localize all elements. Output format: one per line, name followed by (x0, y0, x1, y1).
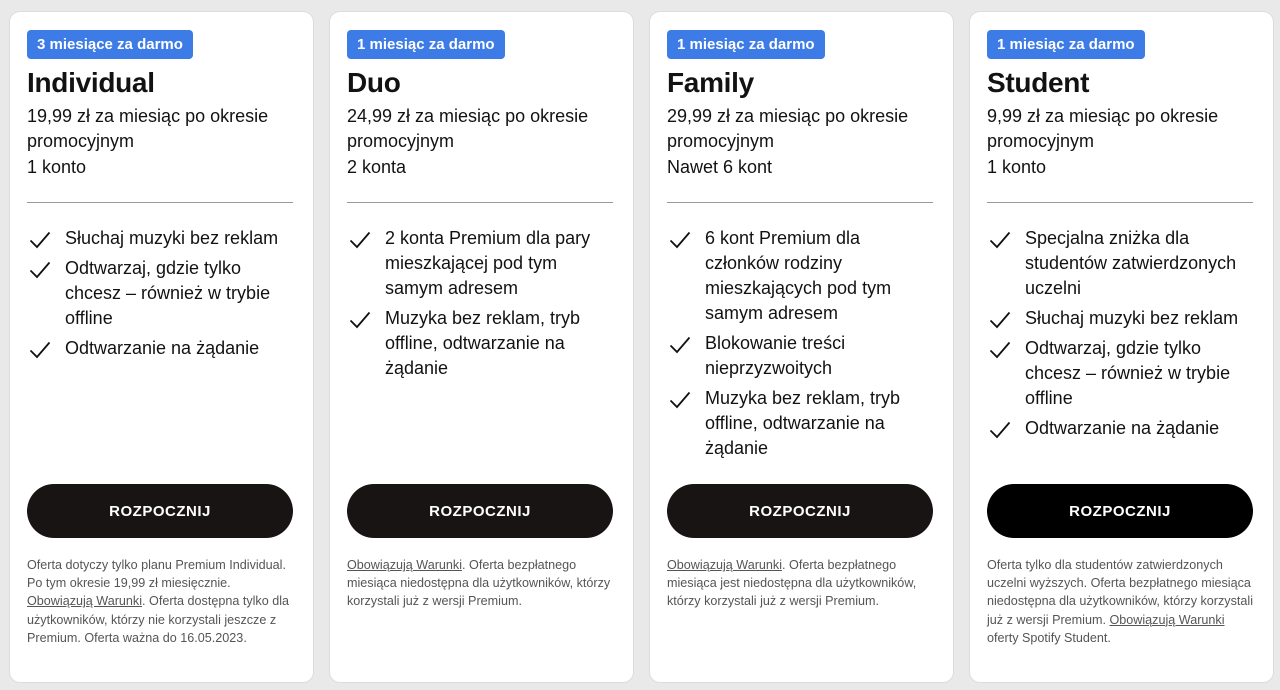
feature-item (987, 336, 1257, 411)
checkmark-icon (29, 230, 51, 250)
feature-text: Muzyka bez reklam, tryb offline, odtwarzanie na żądanie (385, 308, 581, 378)
feature-text: Specjalna zniżka dla studentów zatwierdzonych uczelni (1025, 228, 1237, 298)
plan-card-individual (10, 12, 313, 682)
terms-link[interactable]: Obowiązują Warunki (1109, 612, 1225, 627)
feature-list (667, 226, 937, 466)
plan-accounts: Nawet 6 kont (667, 157, 773, 177)
plan-price: 24,99 zł za miesiąc po okresie promocyjnym (347, 106, 589, 151)
feature-list (987, 226, 1257, 446)
feature-text: Odtwarzanie na żądanie (1025, 418, 1220, 438)
plan-name: Student (987, 67, 1090, 98)
plan-accounts: 1 konto (27, 157, 87, 177)
feature-text: Muzyka bez reklam, tryb offline, odtwarzanie na żądanie (705, 388, 901, 458)
feature-text: Odtwarzaj, gdzie tylko chcesz – również w trybie offline (1025, 338, 1231, 408)
feature-item (27, 336, 297, 361)
feature-text: Blokowanie treści nieprzyzwoitych (705, 333, 846, 378)
feature-item (27, 226, 297, 251)
plan-price: 19,99 zł za miesiąc po okresie promocyjnym (27, 106, 269, 151)
plan-price: 29,99 zł za miesiąc po okresie promocyjnym (667, 106, 909, 151)
plan-card-duo (330, 12, 633, 682)
checkmark-icon (989, 310, 1011, 330)
divider (27, 202, 293, 203)
terms-text: . Oferta dostępna tylko dla użytkowników, którzy nie korzystali jeszcze z Premium. Oferta ważna do 16.05.2023. (27, 594, 290, 645)
checkmark-icon (989, 420, 1011, 440)
checkmark-icon (669, 335, 691, 355)
feature-item (667, 226, 937, 326)
feature-item (27, 256, 297, 331)
plan-name: Duo (347, 67, 401, 98)
feature-item (347, 306, 617, 381)
feature-item (987, 226, 1257, 301)
promo-badge: 1 miesiąc za darmo (987, 30, 1145, 59)
promo-badge: 1 miesiąc za darmo (667, 30, 825, 59)
start-button[interactable]: ROZPOCZNIJ (27, 484, 293, 538)
feature-item (987, 306, 1257, 331)
terms-note (347, 556, 617, 611)
start-button[interactable]: ROZPOCZNIJ (667, 484, 933, 538)
start-button[interactable]: ROZPOCZNIJ (987, 484, 1253, 538)
terms-text: . Oferta bezpłatnego miesiąca jest niedostępna dla użytkowników, którzy korzystali już z wersji Premium. (667, 558, 917, 609)
feature-text: Słuchaj muzyki bez reklam (65, 228, 279, 248)
feature-text: Słuchaj muzyki bez reklam (1025, 308, 1239, 328)
feature-text: Odtwarzaj, gdzie tylko chcesz – również w trybie offline (65, 258, 271, 328)
plan-card-family (650, 12, 953, 682)
divider (987, 202, 1253, 203)
plan-price: 9,99 zł za miesiąc po okresie promocyjnym (987, 106, 1219, 151)
feature-item (347, 226, 617, 301)
terms-link[interactable]: Obowiązują Warunki (347, 558, 463, 572)
feature-item (667, 331, 937, 381)
terms-note (27, 556, 297, 647)
feature-item (667, 386, 937, 461)
checkmark-icon (29, 260, 51, 280)
plan-card-student (970, 12, 1273, 682)
feature-list (27, 226, 297, 366)
feature-text: 6 kont Premium dla członków rodziny mieszkających pod tym samym adresem (705, 228, 892, 323)
plan-accounts: 1 konto (987, 157, 1047, 177)
promo-badge: 1 miesiąc za darmo (347, 30, 505, 59)
checkmark-icon (349, 310, 371, 330)
checkmark-icon (349, 230, 371, 250)
divider (667, 202, 933, 203)
terms-text: . Oferta bezpłatnego miesiąca niedostępna dla użytkowników, którzy korzystali już z wersji Premium. (347, 558, 611, 609)
divider (347, 202, 613, 203)
promo-badge: 3 miesiące za darmo (27, 30, 193, 59)
feature-text: Odtwarzanie na żądanie (65, 338, 260, 358)
terms-link[interactable]: Obowiązują Warunki (27, 594, 143, 609)
plan-name: Family (667, 67, 754, 98)
terms-text: Oferta tylko dla studentów zatwierdzonych uczelni wyższych. Oferta bezpłatnego miesiąca niedostępna dla użytkowników, którzy korzystali już z wersji Premium. (987, 558, 1253, 627)
terms-link[interactable]: Obowiązują Warunki (667, 558, 783, 572)
feature-list (347, 226, 617, 386)
terms-text: oferty Spotify Student. (987, 630, 1111, 645)
terms-note (667, 556, 937, 611)
checkmark-icon (989, 230, 1011, 250)
feature-text: 2 konta Premium dla pary mieszkającej pod tym samym adresem (385, 228, 591, 298)
terms-note (987, 556, 1257, 647)
checkmark-icon (29, 340, 51, 360)
plan-name: Individual (27, 67, 155, 98)
terms-text: Oferta dotyczy tylko planu Premium Individual. Po tym okresie 19,99 zł miesięcznie. (27, 558, 286, 591)
feature-item (987, 416, 1257, 441)
checkmark-icon (989, 340, 1011, 360)
checkmark-icon (669, 230, 691, 250)
plan-accounts: 2 konta (347, 157, 407, 177)
start-button[interactable]: ROZPOCZNIJ (347, 484, 613, 538)
checkmark-icon (669, 390, 691, 410)
